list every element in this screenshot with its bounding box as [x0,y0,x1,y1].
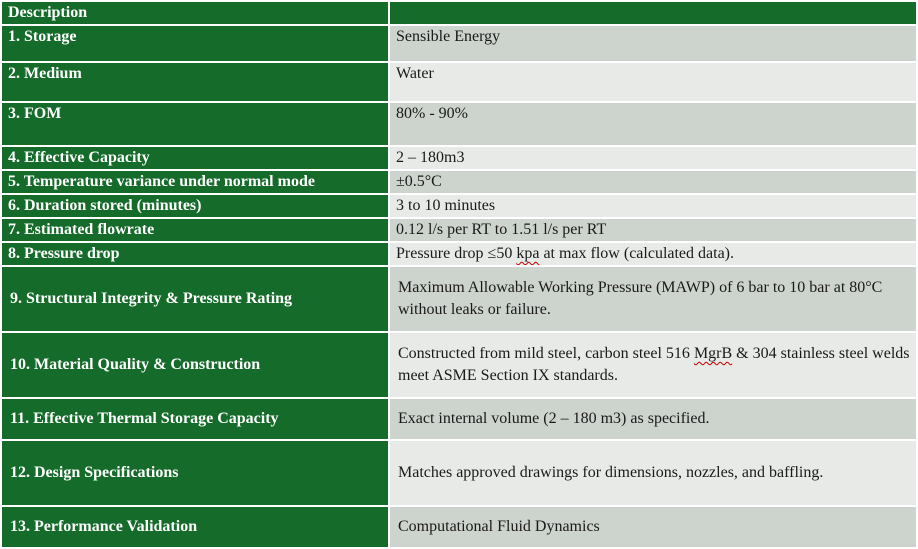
table-row [1,102,917,146]
table-row [1,398,917,440]
table-row [1,266,917,332]
table-row [1,218,917,242]
row-value: 80% - 90% [389,102,917,146]
row-value: Sensible Energy [389,25,917,62]
header-value-cell [389,1,917,25]
spelling-flag: kpa [516,245,540,262]
table-row [1,506,917,548]
row-value: Matches approved drawings for dimensions, nozzles, and baffling. [389,440,917,506]
table-row [1,25,917,62]
header-label-cell: Description [1,1,389,25]
row-label: 11. Effective Thermal Storage Capacity [1,398,389,440]
row-label: 7. Estimated flowrate [1,218,389,242]
row-label: 5. Temperature variance under normal mode [1,170,389,194]
row-label: 1. Storage [1,25,389,62]
value-text: Constructed from mild steel, carbon steel 516 [398,345,694,362]
table-header-row [1,1,917,25]
row-label: 8. Pressure drop [1,242,389,266]
row-value: ±0.5°C [389,170,917,194]
row-label: 10. Material Quality & Construction [1,332,389,398]
row-label: 2. Medium [1,62,389,102]
row-label: 9. Structural Integrity & Pressure Rating [1,266,389,332]
row-value: Water [389,62,917,102]
value-text: & 304 stainless steel welds meet ASME Section IX standards. [398,345,910,384]
row-label: 12. Design Specifications [1,440,389,506]
row-label: 3. FOM [1,102,389,146]
table-row [1,332,917,398]
row-label: 4. Effective Capacity [1,146,389,170]
table-row [1,440,917,506]
row-value: 2 – 180m3 [389,146,917,170]
value-text: Pressure drop ≤50 [396,245,517,262]
row-value: Computational Fluid Dynamics [389,506,917,548]
table-row [1,170,917,194]
table-row [1,146,917,170]
row-value [389,332,917,398]
table-row [1,62,917,102]
table-row [1,194,917,218]
row-label: 6. Duration stored (minutes) [1,194,389,218]
row-value: 3 to 10 minutes [389,194,917,218]
row-value [389,242,917,266]
row-value: 0.12 l/s per RT to 1.51 l/s per RT [389,218,917,242]
row-label: 13. Performance Validation [1,506,389,548]
spelling-flag: MgrB [693,345,733,362]
row-value: Exact internal volume (2 – 180 m3) as specified. [389,398,917,440]
table-row [1,242,917,266]
row-value: Maximum Allowable Working Pressure (MAWP) of 6 bar to 10 bar at 80°C without leaks or failure. [389,266,917,332]
value-text: at max flow (calculated data). [539,245,735,262]
